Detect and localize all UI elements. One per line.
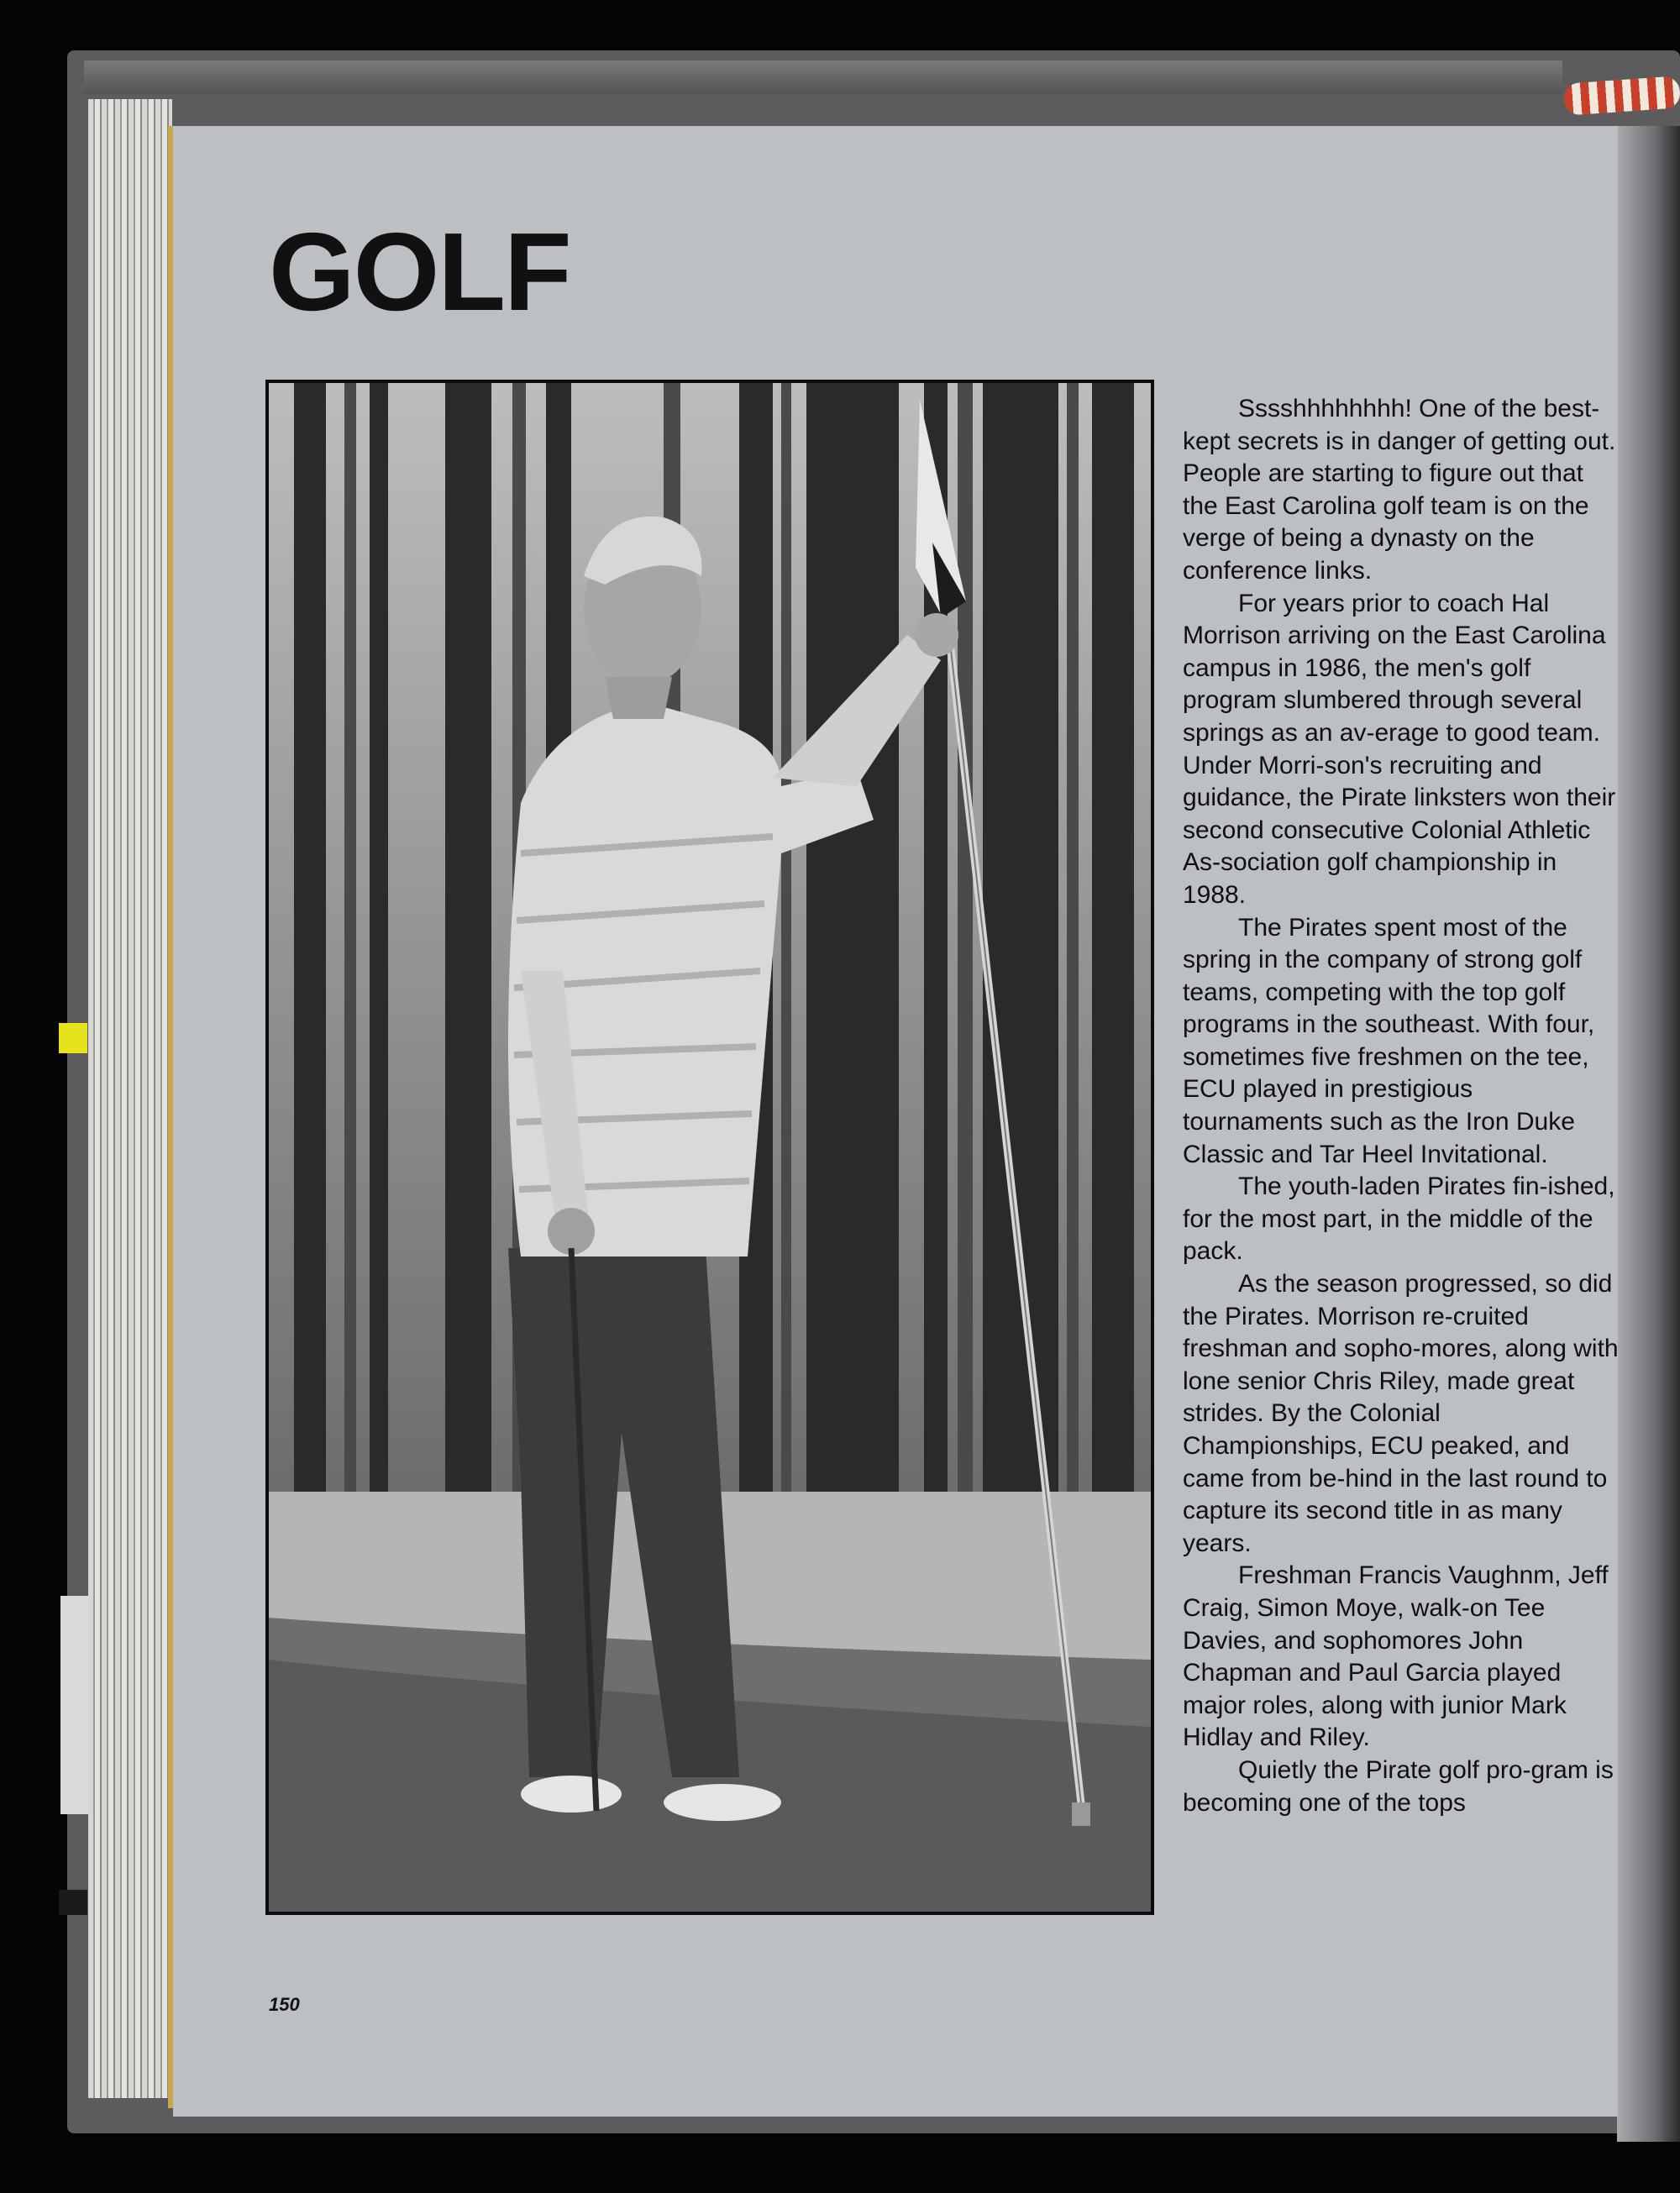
page-stack-edge xyxy=(88,99,172,2098)
page-number: 150 xyxy=(269,1994,300,2015)
page-title: GOLF xyxy=(269,210,570,333)
article-paragraph-4: The youth-laden Pirates fin-ished, for the most part, in the middle of the pack. xyxy=(1183,1173,1615,1266)
article-body xyxy=(1183,393,1620,1819)
golfer-photo-illustration xyxy=(269,383,1151,1912)
article-paragraph-6: Freshman Francis Vaughnm, Jeff Craig, Simon Moye, walk-on Tee Davies, and sophomores John Chapman and Paul Garcia played major roles, along with junior Mark Hidlay and Riley. xyxy=(1183,1561,1609,1752)
article-paragraph-3: The Pirates spent most of the spring in the company of strong golf teams, competing with the top golf programs in the southeast. With four, sometimes five freshmen on the tee, ECU played in prestigious tournaments such as the Iron Duke Classic and Tar Heel Invitational. xyxy=(1183,913,1595,1168)
white-page-tab xyxy=(60,1596,89,1814)
golfer-photo xyxy=(265,380,1154,1915)
article-paragraph-2: For years prior to coach Hal Morrison arriving on the East Carolina campus in 1986, the men's golf program slumbered through several springs as an av-erage to good team. Under Morri-son's recruiting and guidance, the Pirate linksters won their second consecutive Colonial Athletic As-sociation golf championship in 1988. xyxy=(1183,589,1616,909)
yellow-page-tab xyxy=(59,1023,87,1053)
black-page-tab xyxy=(59,1890,87,1915)
page-gutter-shadow xyxy=(1617,126,1680,2142)
article-paragraph-5: As the season progressed, so did the Pirates. Morrison re-cruited freshman and sopho-mores, along with lone senior Chris Riley, made great strides. By the Colonial Championships, ECU peaked, and came from be-hind in the last round to capture its second title in as many years. xyxy=(1183,1270,1619,1557)
article-paragraph-1: Sssshhhhhhhh! One of the best-kept secrets is in danger of getting out. People are starting to figure out that the East Carolina golf team is on the verge of being a dynasty on the conference links. xyxy=(1183,395,1616,585)
article-paragraph-7: Quietly the Pirate golf pro-gram is becoming one of the tops xyxy=(1183,1755,1614,1817)
book-cover-top-edge xyxy=(84,60,1562,94)
